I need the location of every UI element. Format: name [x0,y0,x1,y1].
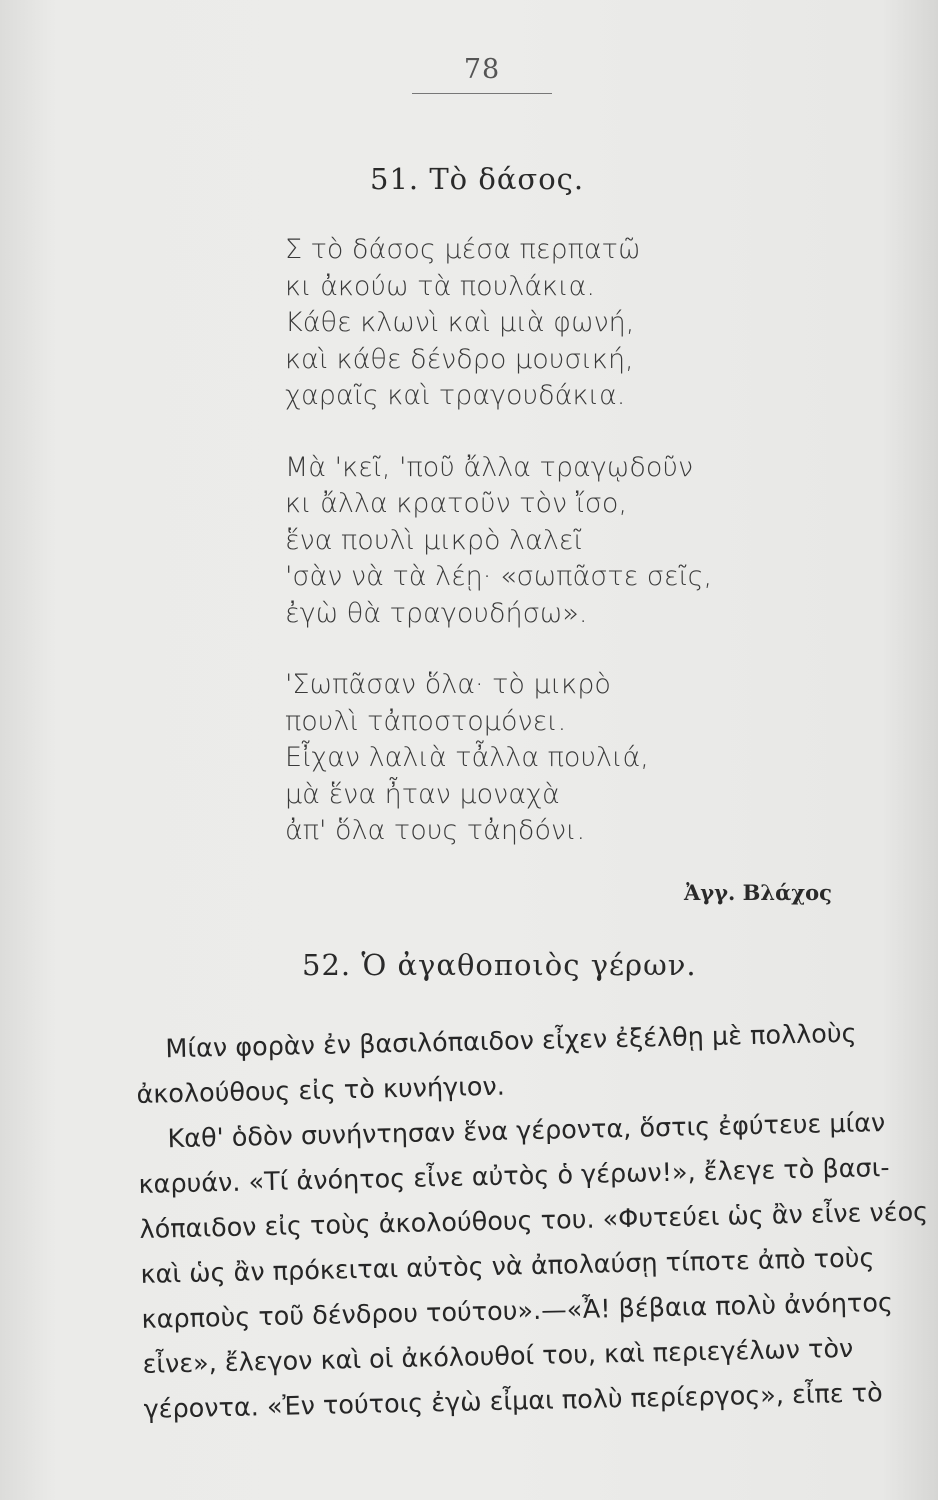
header-rule [412,93,552,94]
poem-line: πουλὶ τἀποστομόνει. [285,705,567,737]
story-body [135,1011,929,1433]
stanza-1 [285,232,805,415]
prose-line: γέροντα. «Ἐν τούτοις ἐγὼ εἶμαι πολὺ περίεργος», εἶπε τὸ [143,1378,883,1425]
poem-line: 'Σωπᾶσαν ὅλα· τὸ μικρὸ [285,669,611,700]
prose-line: ἀκολούθους εἰς τὸ κυνήγιον. [136,1071,506,1110]
story-title: 52. Ὁ ἀγαθοποιὸς γέρων. [302,948,697,982]
poem-line: Μὰ 'κεῖ, 'ποῦ ἄλλα τραγῳδοῦν [285,451,694,483]
poem-line: 'σὰν νὰ τὰ λέῃ· «σωπᾶστε σεῖς, [285,561,713,592]
stanza-3 [285,667,805,850]
poem-line: χαραῖς καὶ τραγουδάκια. [285,380,626,411]
poem-line: ἀπ' ὅλα τους τἀηδόνι. [285,815,586,846]
stanza-2 [285,450,805,633]
poem-line: Κάθε κλωνὶ καὶ μιὰ φωνή, [285,307,635,338]
poem-line: κι ἄλλα κρατοῦν τὸν ἴσο, [285,488,628,519]
prose-line: εἶνε», ἔλεγον καὶ οἱ ἀκόλουθοί του, καὶ περιεγέλων τὸν [142,1333,854,1380]
poem-line: ἕνα πουλὶ μικρὸ λαλεῖ [285,524,583,556]
poem-body [285,232,805,885]
prose-line: καρποὺς τοῦ δένδρου τούτου».—«Ἆ! βέβαια πολὺ ἀνόητος [141,1287,894,1335]
poem-line: καὶ κάθε δένδρο μουσική, [285,343,634,375]
poem-line: Σ τὸ δάσος μέσα περπατῶ [285,234,641,265]
prose-line: Μίαν φορὰν ἐν βασιλόπαιδον εἶχεν ἐξέλθῃ μὲ πολλοὺς [165,1018,857,1065]
prose-line: καρυάν. «Τί ἀνόητος εἶνε αὐτὸς ὁ γέρων!», ἔλεγε τὸ βασι- [138,1152,890,1200]
poem-title: 51. Τὸ δάσος. [370,162,585,196]
poem-author: Ἀγγ. Βλάχος [684,880,832,905]
poem-line: κι ἀκούω τὰ πουλάκια. [285,270,595,302]
poem-line: μὰ ἕνα ἦταν μοναχὰ [285,778,560,810]
poem-line: Εἶχαν λαλιὰ τἆλλα πουλιά, [285,742,649,773]
prose-line: λόπαιδον εἰς τοὺς ἀκολούθους του. «Φυτεύει ὡς ἂν εἶνε νέος [139,1197,929,1245]
prose-line: καὶ ὡς ἂν πρόκειται αὐτὸς νὰ ἀπολαύσῃ τίποτε ἀπὸ τοὺς [140,1243,875,1290]
prose-line: Καθ' ὁδὸν συνήντησαν ἕνα γέροντα, ὅστις ἐφύτευε μίαν [167,1108,886,1155]
page-number: 78 [463,54,501,85]
poem-line: ἐγὼ θὰ τραγουδήσω». [285,597,588,629]
